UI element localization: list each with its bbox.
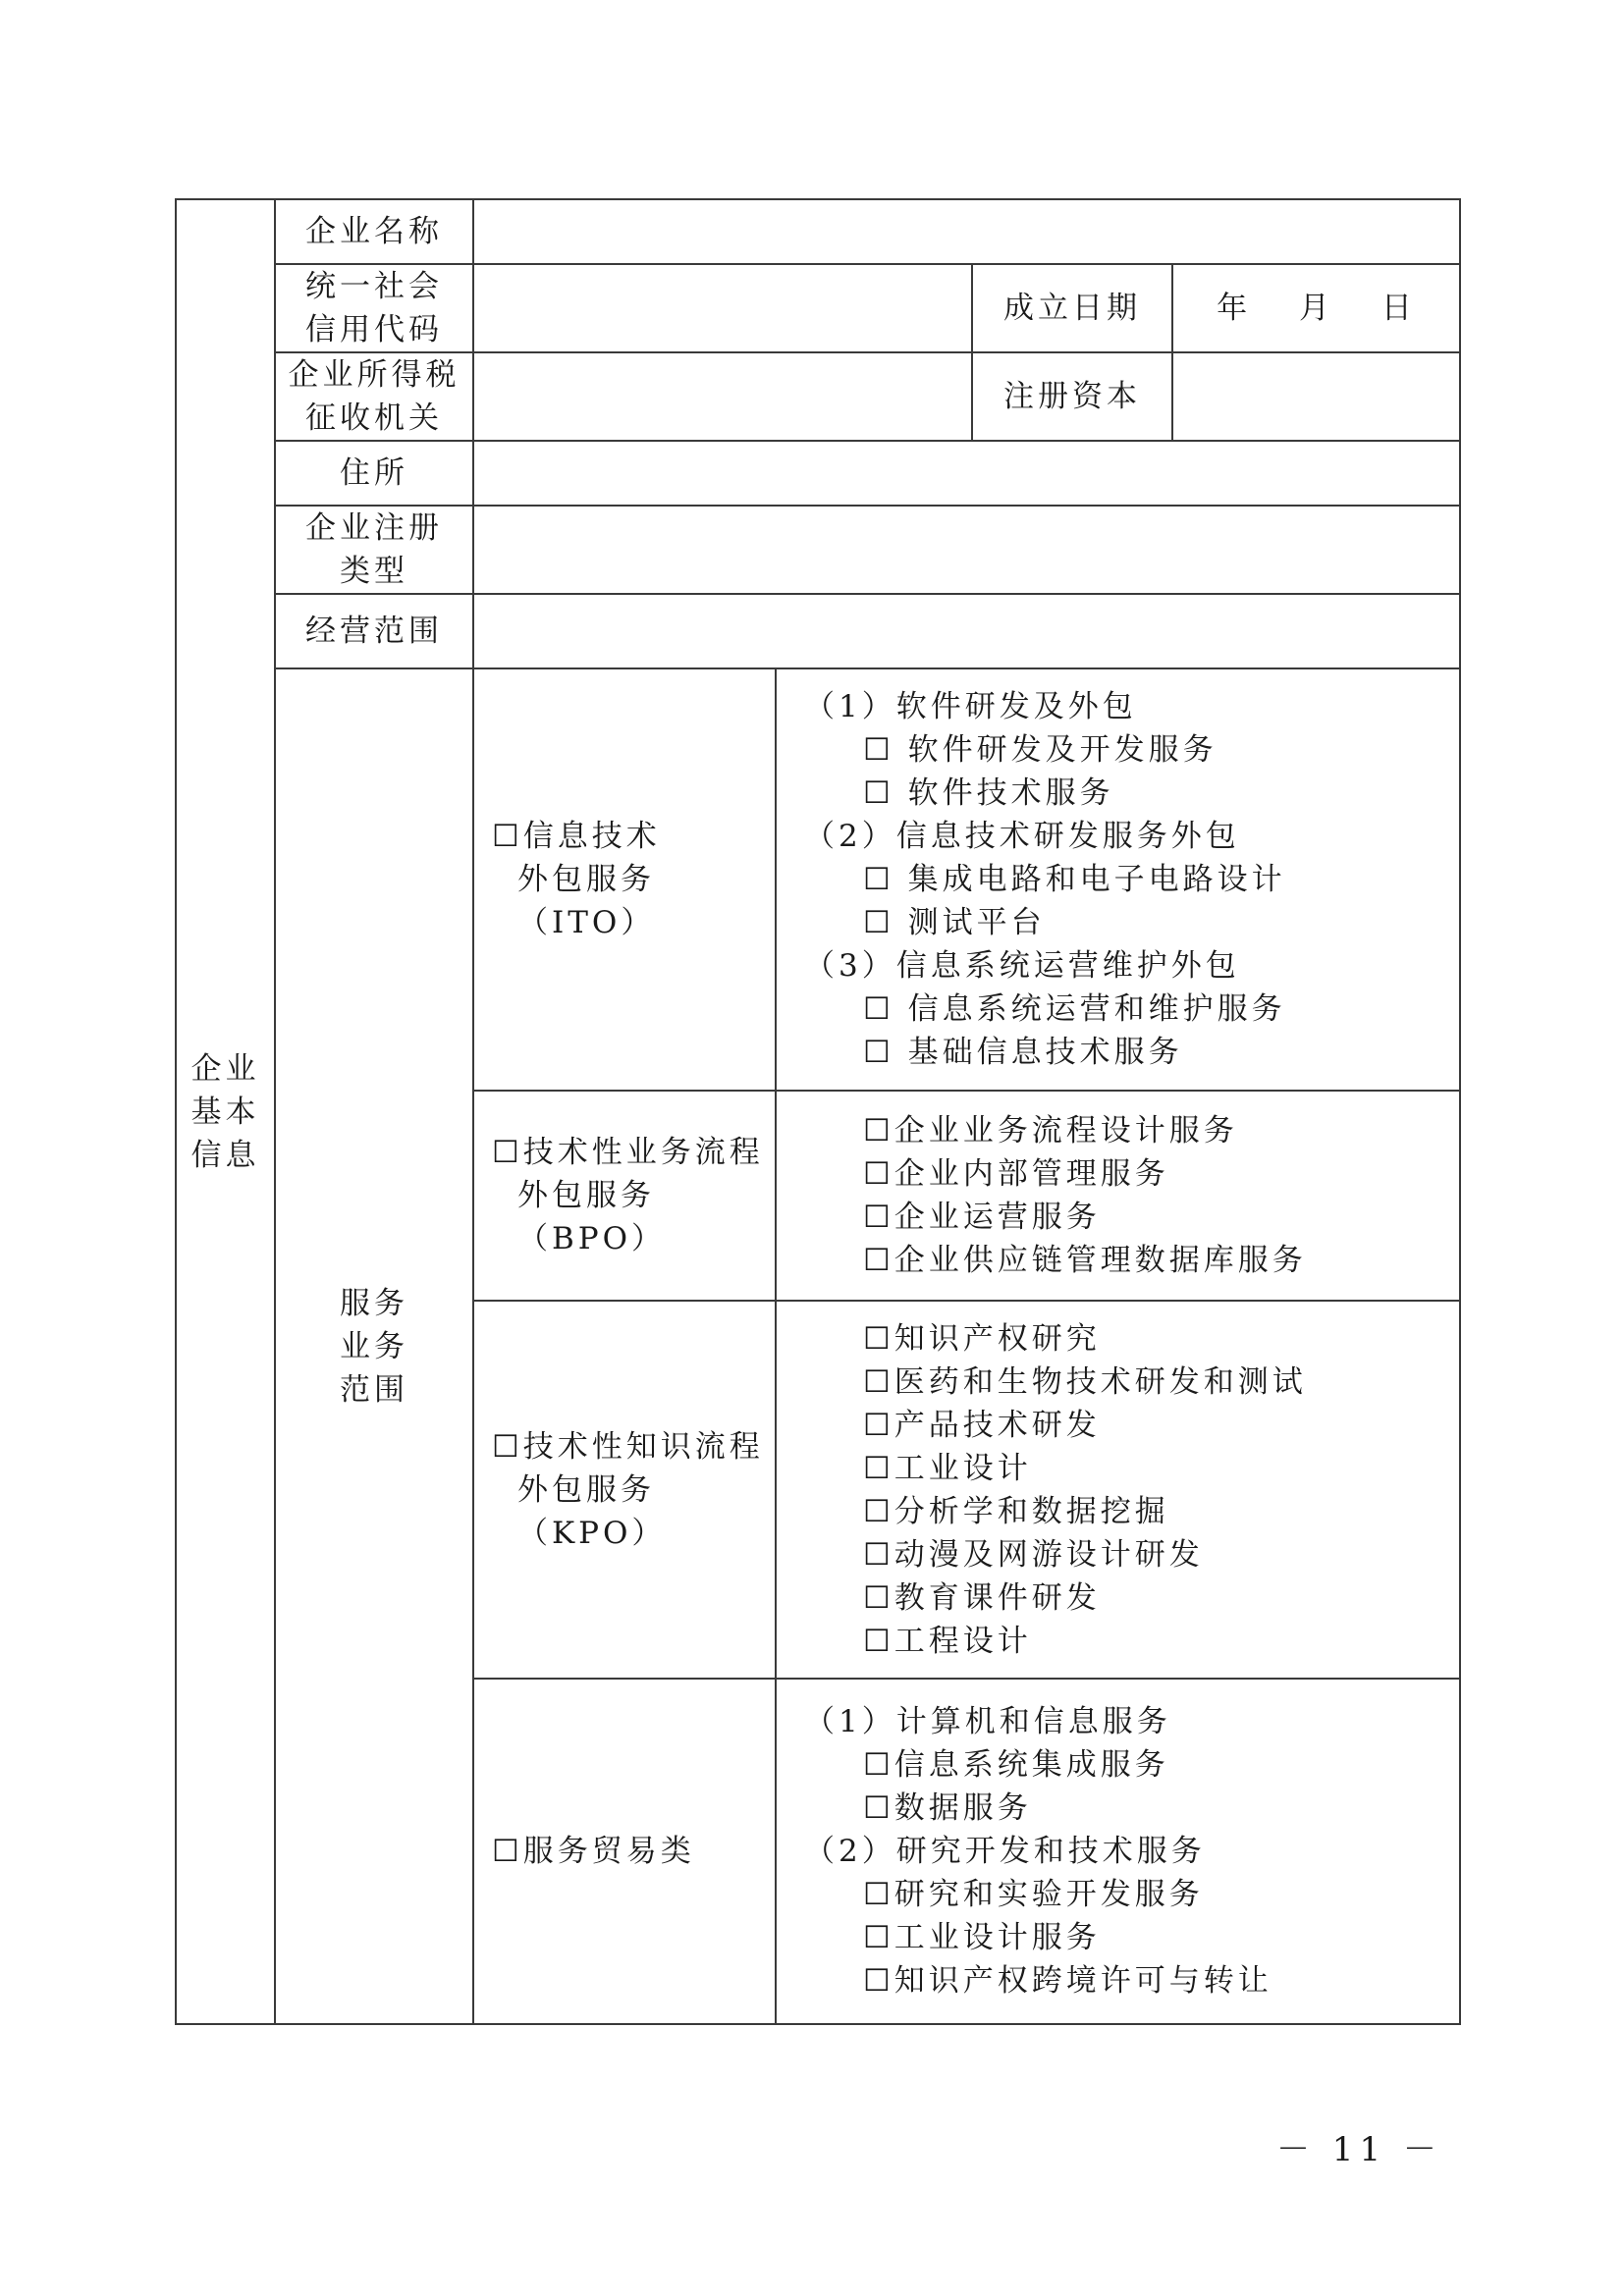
option-heading: （2）研究开发和技术服务 — [804, 1834, 1206, 1869]
option-checkbox[interactable]: ☐数据服务 — [863, 1790, 1032, 1826]
tax-authority-label: 企业所得税 征收机关 — [275, 352, 473, 441]
address-field[interactable] — [473, 441, 1460, 506]
option-checkbox[interactable]: ☐ 信息系统运营和维护服务 — [863, 991, 1286, 1027]
kpo-options — [776, 1301, 1460, 1679]
section-label: 企业 基本 信息 — [176, 199, 275, 2024]
service-scope-label: 服务 业务 范围 — [275, 668, 473, 2024]
found-date-label: 成立日期 — [972, 264, 1172, 352]
business-scope-label: 经营范围 — [275, 594, 473, 668]
option-heading: （3）信息系统运营维护外包 — [804, 948, 1240, 984]
address-label: 住所 — [275, 441, 473, 506]
option-checkbox[interactable]: ☐医药和生物技术研发和测试 — [863, 1363, 1307, 1400]
option-checkbox[interactable]: ☐分析学和数据挖掘 — [863, 1493, 1169, 1529]
company-name-label: 企业名称 — [275, 199, 473, 264]
option-heading: （2）信息技术研发服务外包 — [804, 819, 1240, 854]
option-checkbox[interactable]: ☐教育课件研发 — [863, 1579, 1101, 1616]
reg-type-label: 企业注册 类型 — [275, 506, 473, 594]
page-number: － 11 － — [1276, 2130, 1442, 2169]
option-checkbox[interactable]: ☐工业设计 — [863, 1450, 1032, 1486]
credit-code-label: 统一社会 信用代码 — [275, 264, 473, 352]
option-checkbox[interactable]: ☐企业内部管理服务 — [863, 1156, 1169, 1192]
option-checkbox[interactable]: ☐产品技术研发 — [863, 1407, 1101, 1443]
reg-type-field[interactable] — [473, 506, 1460, 594]
option-checkbox[interactable]: ☐ 测试平台 — [863, 905, 1046, 940]
option-checkbox[interactable]: ☐知识产权研究 — [863, 1320, 1101, 1357]
registered-capital-label: 注册资本 — [972, 352, 1172, 441]
category-ito[interactable]: ☐信息技术 外包服务 （ITO） — [473, 668, 776, 1091]
option-checkbox[interactable]: ☐动漫及网游设计研发 — [863, 1536, 1204, 1573]
option-checkbox[interactable]: ☐ 软件研发及开发服务 — [863, 732, 1218, 768]
option-checkbox[interactable]: ☐ 基础信息技术服务 — [863, 1035, 1183, 1070]
category-service-trade[interactable]: ☐服务贸易类 — [473, 1679, 776, 2024]
category-bpo[interactable]: ☐技术性业务流程 外包服务 （BPO） — [473, 1091, 776, 1301]
option-checkbox[interactable]: ☐企业供应链管理数据库服务 — [863, 1243, 1307, 1278]
option-heading: （1）软件研发及外包 — [804, 689, 1137, 724]
option-checkbox[interactable]: ☐研究和实验开发服务 — [863, 1877, 1204, 1912]
ito-options — [776, 668, 1460, 1091]
option-checkbox[interactable]: ☐企业业务流程设计服务 — [863, 1113, 1238, 1148]
option-checkbox[interactable]: ☐工程设计 — [863, 1623, 1032, 1659]
tax-authority-field[interactable] — [473, 352, 972, 441]
option-checkbox[interactable]: ☐知识产权跨境许可与转让 — [863, 1963, 1272, 1999]
business-scope-field[interactable] — [473, 594, 1460, 668]
option-checkbox[interactable]: ☐工业设计服务 — [863, 1920, 1101, 1955]
option-checkbox[interactable]: ☐信息系统集成服务 — [863, 1747, 1169, 1783]
service-trade-options — [776, 1679, 1460, 2024]
credit-code-field[interactable] — [473, 264, 972, 352]
found-date-field[interactable]: 年 月 日 — [1172, 264, 1460, 352]
company-name-field[interactable] — [473, 199, 1460, 264]
option-checkbox[interactable]: ☐企业运营服务 — [863, 1200, 1101, 1235]
category-kpo[interactable]: ☐技术性知识流程 外包服务 （KPO） — [473, 1301, 776, 1679]
option-heading: （1）计算机和信息服务 — [804, 1704, 1171, 1739]
option-checkbox[interactable]: ☐ 软件技术服务 — [863, 775, 1114, 811]
registered-capital-field[interactable] — [1172, 352, 1460, 441]
enterprise-info-table — [175, 198, 1461, 2025]
option-checkbox[interactable]: ☐ 集成电路和电子电路设计 — [863, 862, 1286, 897]
bpo-options — [776, 1091, 1460, 1301]
